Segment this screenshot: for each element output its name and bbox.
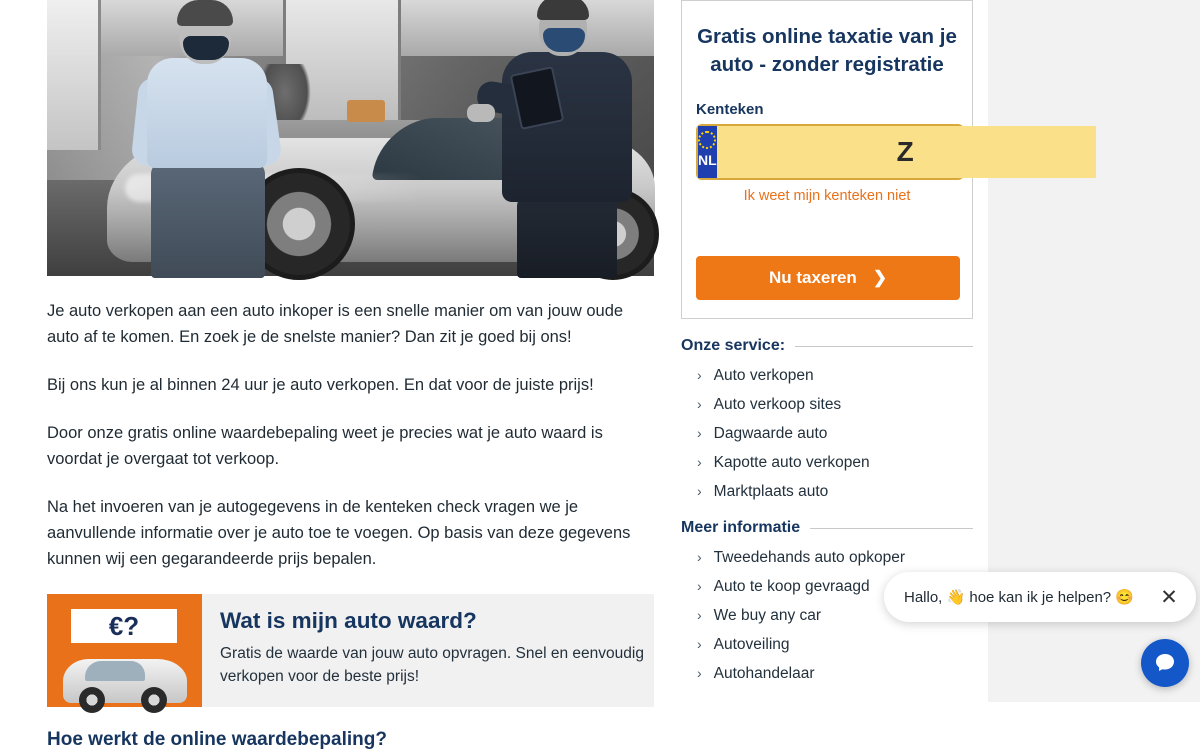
license-plate-label: Kenteken (696, 101, 764, 118)
promo-car-wheel-rear (141, 687, 167, 713)
promo-thumbnail (47, 594, 202, 707)
info-section-divider (810, 528, 973, 529)
info-section-title: Meer informatie (681, 519, 801, 536)
unknown-plate-link[interactable]: Ik weet mijn kenteken niet (743, 188, 911, 204)
promo-car-wheel-front (79, 687, 105, 713)
service-link-1[interactable]: Auto verkopen (713, 367, 814, 384)
license-plate-field[interactable] (696, 124, 964, 180)
info-section-header (681, 519, 973, 537)
license-plate-input[interactable] (717, 126, 1096, 178)
service-section-divider (795, 346, 973, 347)
eu-stars-icon (698, 131, 716, 149)
promo-title: Wat is mijn auto waard? (220, 608, 477, 633)
list-item[interactable] (697, 396, 973, 414)
valuation-title: Gratis online taxatie van je auto - zonder registratie (697, 25, 957, 76)
hero-person-right-hand (467, 104, 495, 122)
valuate-now-button[interactable] (696, 256, 960, 300)
article-paragraph-3: Door onze gratis online waardebepaling weet je precies wat je auto waard is voordat je overgaat tot verkoop. (47, 424, 603, 468)
list-item[interactable] (697, 367, 973, 385)
service-link-5[interactable]: Marktplaats auto (713, 483, 829, 500)
chevron-right-icon: › (697, 396, 702, 412)
chat-greeting-bubble[interactable] (884, 572, 1196, 622)
eu-country-code: NL (698, 152, 717, 168)
service-link-2[interactable]: Auto verkoop sites (713, 396, 842, 413)
info-link-1[interactable]: Tweedehands auto opkoper (713, 549, 905, 566)
hero-image (47, 0, 654, 276)
article-paragraph-1: Je auto verkopen aan een auto inkoper is een snelle manier om van jouw oude auto af te komen. En zoek je de snelste manier? Dan zit je goed bij ons! (47, 302, 624, 346)
hero-window-left (47, 0, 101, 150)
list-item[interactable] (697, 636, 973, 654)
promo-card[interactable] (47, 594, 654, 707)
promo-subtitle: Gratis de waarde van jouw auto opvragen. Snel en eenvoudig verkopen voor de beste prijs! (220, 645, 644, 685)
chevron-right-icon: › (697, 636, 702, 652)
chevron-right-icon: › (697, 665, 702, 681)
hero-person-left-trousers (151, 162, 265, 278)
list-item[interactable] (697, 425, 973, 443)
promo-text (202, 594, 654, 707)
article-paragraph-4: Na het invoeren van je autogegevens in de kenteken check vragen we je aanvullende informatie over je auto toe te voegen. Op basis van deze gegevens kunnen wij een gegarandeerde prijs bepalen. (47, 498, 631, 568)
hero-person-left-face-mask (183, 36, 229, 60)
article-section-heading: Hoe werkt de online waardebepaling? (47, 729, 387, 750)
hero-person-right-face-mask (543, 28, 585, 52)
chevron-right-icon: › (697, 367, 702, 383)
valuate-now-label: Nu taxeren (768, 268, 857, 287)
chat-launcher-button[interactable] (1141, 639, 1189, 687)
chevron-right-icon: ❯ (872, 268, 888, 287)
hero-orange-box (347, 100, 385, 122)
chat-bubble-icon (1153, 651, 1177, 675)
list-item[interactable] (697, 549, 973, 567)
hero-person-right-trousers (517, 196, 617, 278)
euro-question-badge: €? (68, 606, 180, 646)
chevron-right-icon: › (697, 549, 702, 565)
info-link-4[interactable]: Autoveiling (713, 636, 790, 653)
list-item[interactable] (697, 454, 973, 472)
service-section-header (681, 337, 973, 355)
list-item[interactable] (697, 483, 973, 501)
list-item[interactable] (697, 665, 973, 683)
chat-greeting-message: Hallo, 👋 hoe kan ik je helpen? 😊 (904, 589, 1134, 606)
info-link-5[interactable]: Autohandelaar (713, 665, 815, 682)
service-links-list (681, 367, 973, 501)
hero-person-left-shirt (147, 58, 267, 168)
info-link-3[interactable]: We buy any car (713, 607, 822, 624)
promo-car-glass (85, 661, 145, 681)
chevron-right-icon: › (697, 425, 702, 441)
hero-person-left-hair (177, 0, 233, 26)
eu-country-strip (698, 126, 717, 178)
chevron-right-icon: › (697, 483, 702, 499)
article-paragraph-2: Bij ons kun je al binnen 24 uur je auto verkopen. En dat voor de juiste prijs! (47, 376, 594, 394)
close-icon[interactable]: ✕ (1160, 585, 1178, 609)
hero-person-right-hair (537, 0, 589, 20)
chevron-right-icon: › (697, 607, 702, 623)
valuation-widget (681, 0, 973, 319)
service-link-4[interactable]: Kapotte auto verkopen (713, 454, 870, 471)
article-column (47, 0, 654, 751)
info-link-2[interactable]: Auto te koop gevraagd (713, 578, 870, 595)
chevron-right-icon: › (697, 454, 702, 470)
service-section-title: Onze service: (681, 337, 786, 354)
service-link-3[interactable]: Dagwaarde auto (713, 425, 828, 442)
article-body (47, 298, 654, 572)
chevron-right-icon: › (697, 578, 702, 594)
